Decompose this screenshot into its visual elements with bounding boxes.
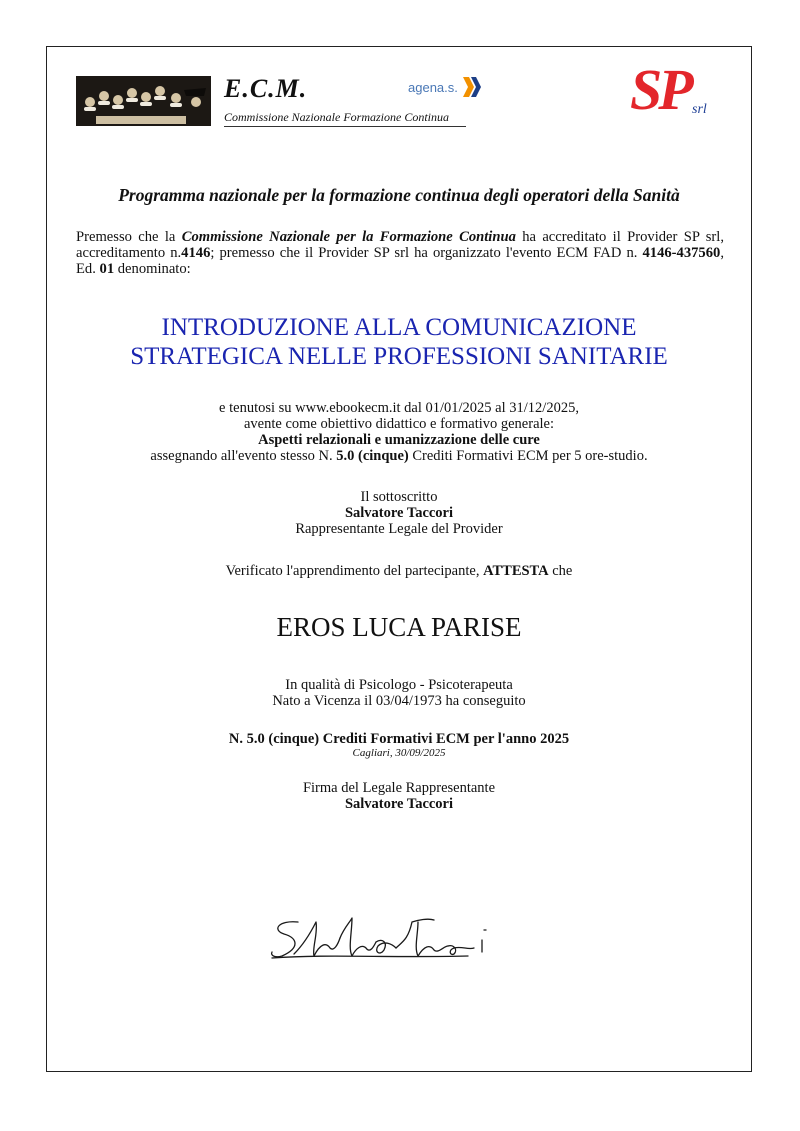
verification-pre: Verificato l'apprendimento del partecipante, bbox=[225, 563, 484, 579]
agenas-logo-text: agena.s. bbox=[408, 79, 458, 95]
premessa-text: ; premesso che il Provider SP srl ha organizzato l'evento ECM FAD n. bbox=[210, 245, 643, 261]
premessa-text: ha accreditato il Provider SP srl, accreditamento n. bbox=[76, 229, 724, 261]
signature-label: Firma del Legale Rappresentante bbox=[302, 780, 496, 796]
commission-name: Commissione Nazionale per la Formazione Continua bbox=[181, 229, 516, 245]
verification-line bbox=[46, 563, 752, 579]
credits-post: Crediti Formativi ECM per 5 ore-studio. bbox=[408, 448, 648, 464]
place-date: Cagliari, 30/09/2025 bbox=[352, 747, 446, 759]
premessa-paragraph bbox=[76, 229, 724, 277]
handwritten-signature bbox=[268, 908, 498, 968]
sp-srl-logo bbox=[626, 57, 730, 128]
verification-post: che bbox=[548, 563, 573, 579]
ecm-title: E.C.M. bbox=[224, 74, 308, 103]
sp-logo-srl: srl bbox=[692, 102, 707, 117]
sp-logo-letters: SP bbox=[630, 57, 690, 122]
participant-birth: Nato a Vicenza il 03/04/1973 ha conseguito bbox=[272, 693, 526, 709]
credits-pre: assegnando all'evento stesso N. bbox=[150, 448, 337, 464]
verification-attesta: ATTESTA bbox=[483, 563, 549, 579]
signature-label-block bbox=[46, 780, 752, 812]
credits-summary-block bbox=[46, 731, 752, 760]
edition-number: 01 bbox=[99, 261, 115, 277]
signer-label: Il sottoscritto bbox=[360, 489, 438, 505]
signature-name: Salvatore Taccori bbox=[344, 796, 454, 812]
participant-role: In qualità di Psicologo - Psicoterapeuta bbox=[285, 677, 513, 693]
participant-info bbox=[46, 677, 752, 709]
event-dates: e tenutosi su www.ebookecm.it dal 01/01/2025 al 31/12/2025, bbox=[219, 400, 579, 416]
credits-summary: N. 5.0 (cinque) Crediti Formativi ECM per l'anno 2025 bbox=[228, 731, 570, 747]
program-title: Programma nazionale per la formazione continua degli operatori della Sanità bbox=[118, 185, 680, 205]
credits-bold: 5.0 (cinque) bbox=[336, 448, 409, 464]
event-title bbox=[46, 313, 752, 371]
premessa-text: denominato: bbox=[114, 261, 191, 277]
anatomy-lesson-painting-icon bbox=[76, 76, 211, 126]
ecm-subtitle: Commissione Nazionale Formazione Continua bbox=[224, 110, 466, 127]
event-id: 4146-437560 bbox=[642, 245, 721, 261]
event-title-line: STRATEGICA NELLE PROFESSIONI SANITARIE bbox=[130, 343, 668, 370]
objective-intro: avente come obiettivo didattico e formativo generale: bbox=[243, 416, 554, 432]
premessa-text: Premesso che la bbox=[76, 229, 182, 245]
accreditation-number: 4146 bbox=[181, 245, 211, 261]
signer-role: Rappresentante Legale del Provider bbox=[295, 521, 503, 537]
agenas-logo bbox=[408, 74, 483, 100]
signer-name: Salvatore Taccori bbox=[344, 505, 454, 521]
objective-text: Aspetti relazionali e umanizzazione delle cure bbox=[258, 432, 540, 448]
premessa-text: , Ed. bbox=[76, 245, 724, 277]
credits-line bbox=[46, 448, 752, 464]
participant-name: EROS LUCA PARISE bbox=[276, 612, 522, 642]
event-title-line: INTRODUZIONE ALLA COMUNICAZIONE bbox=[161, 314, 637, 341]
event-details bbox=[46, 400, 752, 464]
agenas-mark-icon bbox=[461, 75, 483, 99]
signer-block bbox=[46, 489, 752, 537]
